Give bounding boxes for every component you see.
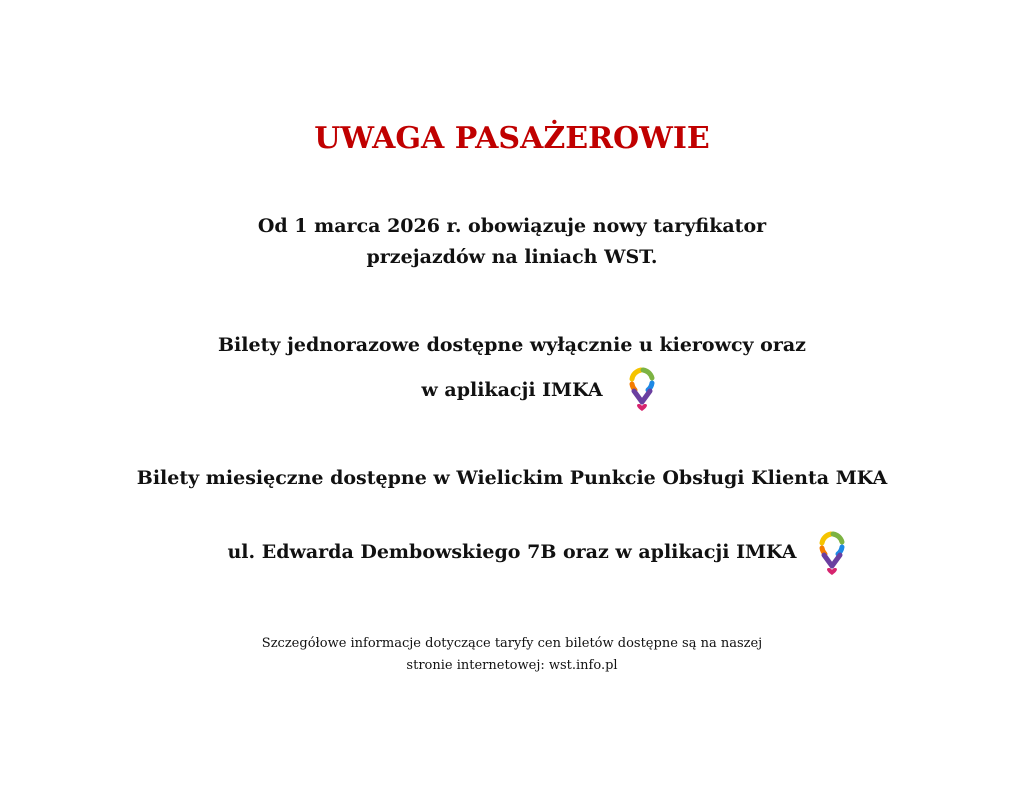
logo-v-shape [824,555,840,566]
logo-v-shape [634,391,650,402]
single-tickets-line-1: Bilety jednorazowe dostępne wyłącznie u kierowcy oraz [218,334,806,356]
imka-app-logo-icon [814,531,850,577]
details-line-1: Szczegółowe informacje dotyczące taryfy cen biletów dostępne są na naszej [261,636,763,651]
imka-app-logo-icon [624,367,660,413]
logo-heart-shape [637,404,647,411]
logo-ring-green-segment [833,534,842,542]
tariff-line-1: Od 1 marca 2026 r. obowiązuje nowy taryfikator [257,215,767,237]
tariff-line-2: przejazdów na liniach WST. [366,246,658,268]
logo-heart-shape [827,568,837,575]
details-line-2: stronie internetowej: wst.info.pl [406,658,618,673]
logo-ring-yellow-segment [632,370,641,379]
single-tickets-line-2: w aplikacji IMKA [421,379,603,401]
notice-title: UWAGA PASAŻEROWIE [314,121,710,156]
monthly-tickets-line-2: ul. Edwarda Dembowskiego 7B oraz w aplikacji IMKA [227,541,797,563]
monthly-tickets-line-1: Bilety miesięczne dostępne w Wielickim Punkcie Obsługi Klienta MKA [136,467,888,489]
logo-ring-yellow-segment [822,534,831,543]
logo-ring-green-segment [643,370,652,378]
